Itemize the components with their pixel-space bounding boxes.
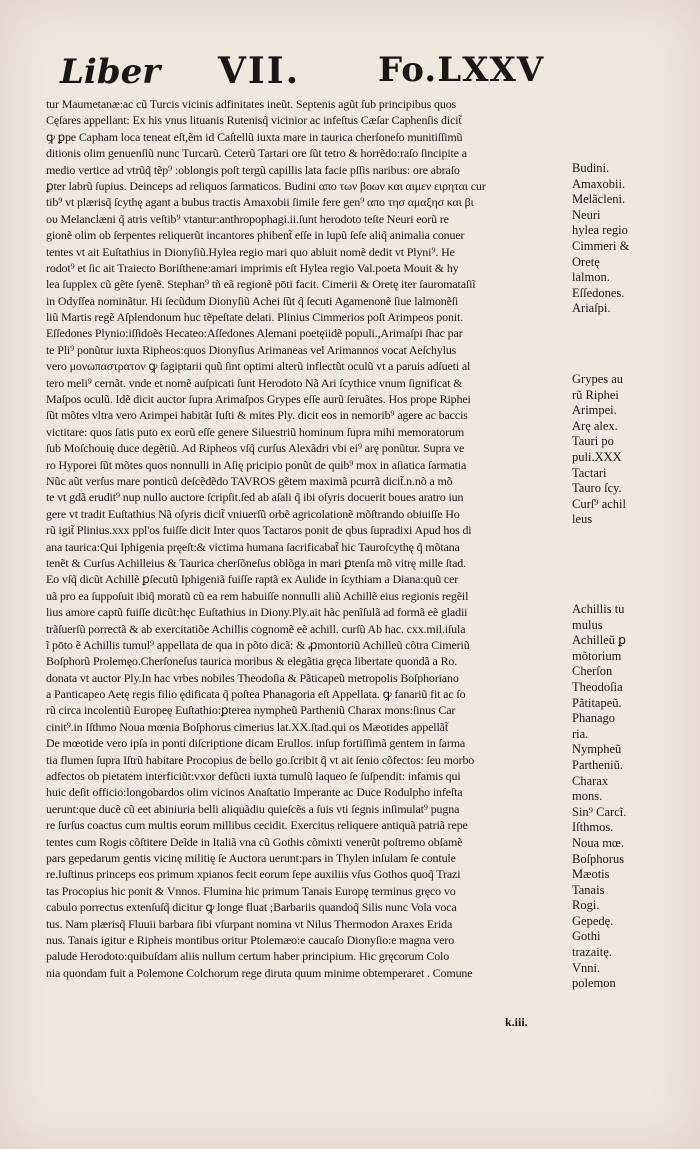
body-text-column — [46, 96, 566, 981]
margin-note: Neuri — [572, 207, 601, 222]
margin-notes-group-3 — [572, 602, 654, 992]
text-line: tenẽt & Curſus Achilleius & Taurica cherſõneſus oblõga in mari ꝑtenſa mõ vitrę mille ſtad. — [46, 555, 466, 570]
margin-note: Charax — [572, 773, 609, 788]
text-line: ro Hyporei ſũt mõtes quos nonnulli in Aſię pricipio ponũt de quib⁹ mox in aſiatica ſarmatia — [46, 457, 467, 472]
margin-note: Oretę — [572, 254, 600, 269]
text-line: tentes cum Rogis cõſtitere Deĩde in Italiã vna cũ Gothis cõmixti venerũt poſtremo obſamẽ — [46, 834, 463, 849]
margin-note: Amaxobii. — [572, 176, 626, 191]
margin-note: puli.XXX — [572, 449, 622, 464]
margin-note: Budini. — [572, 161, 610, 175]
text-line: cinit⁹.in Iſthmo Noua mœnia Boſphorus cimerius lat.XX.ſtad.qui os Mæotides appellãt̃ — [46, 719, 449, 734]
text-line: nia quondam fuit a Polemone Colchorum rege diruta quum minime obtemperaret . Comune — [46, 965, 473, 980]
margin-note: Arę alex. — [572, 418, 618, 433]
text-line: re ſurſus coactus cum multis eorum millibus cecidit. Exercitus reliquere antiquã patriã repe — [46, 818, 468, 833]
text-line: liũ Martis regẽ Aſplendonum huc tẽpeſtate delati. Plinius Cimmerios poſt Arimpeos ponit. — [46, 310, 464, 325]
margin-note: Gepedę. — [572, 913, 614, 928]
margin-note: Achilleũ ꝑ — [572, 633, 627, 648]
margin-note: Nympheũ — [572, 742, 622, 757]
margin-note: mons. — [572, 789, 603, 804]
text-line: ſũt mõtes vltra vero Arimpei habitãt Iuſti & mites Ply. dicit eos in nemorib⁹ agere ac baccis — [46, 408, 468, 423]
text-line: Boſphorũ Prolemęo.Cherſoneſus taurica moribus & elegãtia gręca libertate quondã a Ro. — [46, 654, 458, 669]
margin-note: Sin⁹ Carcĩ. — [572, 804, 627, 819]
margin-note: Tauro ſcy. — [572, 481, 622, 496]
text-line: uerunt:que ducẽ cũ eet abiniuria belli aliquãdiu quieſcẽs a ſuis vti ſegnis inſimulat⁹ pugna — [46, 801, 460, 816]
margin-note: Cimmeri & — [572, 238, 630, 253]
margin-note: Gothi — [572, 929, 601, 944]
text-line: Eſſedones Plynio:iſſidoẽs Hecateo:Aſſedones Alemani poetęiidẽ populi.,Arimaſpi ſhac par — [46, 326, 463, 341]
text-line: lea ſupplex cũ gẽte ſyenẽ. Stephan⁹ tñ eã regionẽ pōti facit. Cimerii & Oretę iter ſauromataſiĩ — [46, 277, 476, 292]
margin-note: Tanais — [572, 882, 605, 897]
text-line: te vt gdã erudit⁹ nup nullo auctore ſcripſit.ſed ab aſali q̃ ibi oſyris docuerit boues aratro iun — [46, 490, 464, 505]
margin-note: Ariaſpi. — [572, 301, 611, 316]
margin-note: Eſſedones. — [572, 285, 625, 300]
text-line: Cęſares appellant: Ex his vnus lituanis Rutenisq̃ vicinior ac infeſtus Cæſar Caphenſis dicit̃ — [46, 113, 462, 128]
text-line: medio vertice ad vtrũq̃ tẽp⁹ :oblongis poſt tergũ capillis lata facie pſſis naribus: ore abraſo — [46, 162, 460, 177]
text-line: rodot⁹ et ſic ait Traiecto Boriſthene:amari imprimis eſt Hylea regio Val.poeta Mouit & hy — [46, 260, 459, 275]
text-line: cabulo porrectus extenſuſq̃ dicitur ꝙ longe fluat ;Barbariis quandoq̃ Silis nunc Vola voca — [46, 900, 457, 915]
text-line: ana taurica:Qui Iphigenia pręeſt:& victima humana ſacrificabat̃ hic Tauroſcythę q̃ mõtana — [46, 539, 460, 554]
text-line: palude Herodoto:quibuſdam aliis nullum certum haber principium. Hic gręcorum Colo — [46, 949, 450, 964]
margin-note: Theodoſia — [572, 679, 623, 694]
text-line: ĩ pōto ẽ Achillis tumul⁹ appellata de qua in põto dicã: & ꝓmontoriũ Achilleũ cõtra Cimeriũ — [46, 637, 470, 652]
text-line: tib⁹ vt plærisq̃ ſcythę agant a bubus tractis Amaxobii ſimile fere gen⁹ απο τησ αμαξησ και βι — [46, 195, 474, 210]
text-line: trãſuerſũ porrectã & ab exercitatiõe Achillis cognomẽ eẽ achill. curſũ Ab hac. cxx.mil.iſula — [46, 621, 466, 636]
margin-note: Cherſon — [572, 664, 613, 679]
text-line: ου Melanclæni q̃ atris veſtib⁹ vtantur:anthropophagi.ii.ſunt herodoto teſte Neuri eorũ re — [46, 211, 449, 226]
margin-note: lalmon. — [572, 270, 610, 285]
margin-note: trazaitę. — [572, 945, 612, 960]
running-head-book: Liber — [60, 52, 161, 92]
text-line: De mœotide vero ipſa in ponti diſcriptione dicam Erullos. inſup fortiſſimã gentem in ſarma — [46, 736, 466, 751]
text-line: Eo vſq̃ dicũt Achillẽ ꝑſecutũ Iphigeniã fuiſſe raptã ex Aulide in ſcythiam a Diana:quũ cer — [46, 572, 459, 587]
text-line: in Odyſſea nominãtur. Hi ſecũdum Dionyſiũ Achei ſũt q̃ ſecuti Agamenonẽ ſiue lalmonẽſi — [46, 293, 459, 308]
margin-note: Pãtitapeũ. — [572, 695, 622, 710]
text-line: donata vt auctor Ply.In hac vrbes nobiles Theodoſia & Pãticapeũ metropolis Boſphoriano — [46, 670, 459, 685]
margin-note: Arimpei. — [572, 403, 617, 418]
text-line: tur Maumetanæ:ac cũ Turcis vicinis adfinitates ineũt. Septenis agũt ſub principibus quos — [46, 97, 457, 111]
margin-note: Noua mœ. — [572, 835, 625, 850]
margin-note: mõtorium — [572, 648, 622, 663]
running-head-book-number: VII. — [218, 50, 301, 92]
margin-note: Tauri po — [572, 434, 614, 449]
text-line: gionẽ olim ob ſerpentes reliquerũt incantores phibent̃ eſſe in lupũ ſeſe aliq̃ animalia conuer — [46, 228, 465, 243]
text-line: tentes vt ait Euſtathius in Dionyſiũ.Hylea regio mari quo abluit nomẽ dedit vt Plyni⁹. He — [46, 244, 455, 259]
text-line: nus. Tanais igitur e Ripheis montibus oritur Ptolemæo:e caucaſo Dionyſio:e magna vero — [46, 932, 455, 947]
text-line: tas Procopius hic ponit & Vnnos. Flumina hic primum Tanais Europę terminus gręco vo — [46, 883, 456, 898]
text-line: ꝙ ꝑpe Capham loca teneat eſt,ẽm id Caſtellũ iuxta mare in taurica cherſoneſo munitiſſimũ — [46, 129, 463, 144]
margin-note: Partheniũ. — [572, 757, 624, 772]
margin-note: Melãcleni. — [572, 192, 626, 207]
text-line: a Panticapeo Aetę regis filio ędificata q̃ poſtea Phanagoria eſt Appellata. ꝙ fanariũ fit ac ſo — [46, 687, 466, 702]
margin-note: Rogi. — [572, 898, 600, 913]
margin-note: Vnni. — [572, 960, 601, 975]
margin-note: hylea regio — [572, 223, 628, 238]
running-head-folio: Fo.LXXV — [378, 50, 545, 90]
signature-mark: k.iii. — [505, 1015, 528, 1029]
running-head — [60, 48, 545, 96]
text-line: vero μονωπαστρατον ꝙ ſagiptarii quũ ſint optimi alterũ inflectũt oculũ vt a paruis adſueti al — [46, 359, 471, 374]
text-line: huic deſit officio:longobardos olim vicinos Anaſtatio Imperante ac Duce Rodulpho infeſta — [46, 785, 463, 800]
text-line: tero meli⁹ cernãt. vnde et nomẽ auſpicati ſunt Herodoto Nã Ari ſcythice vnum ſignificat & — [46, 375, 463, 390]
margin-note: Phanago — [572, 711, 616, 726]
margin-note: Mæotis — [572, 867, 610, 882]
text-line: adfectos ob pietatem interficiũt:vxor defũcti iuxta tumulũ laqueo ſe ſuſpendit: infamis qui — [46, 769, 461, 784]
margin-note: mulus — [572, 617, 603, 632]
text-line: Maſpos oculũ. Idẽ dicit auctor ſupra Arimaſpos Grypes eſſe aurũ ſeruãtes. Hos prope Riphei — [46, 392, 471, 407]
text-line: rũ igit̃ Plinius.xxx ppl'os fuiſſe dicit Inter quos Tactaros ponit de qbus ſupradixi Apud hos di — [46, 523, 472, 538]
margin-note: Iſthmos. — [572, 820, 614, 835]
margin-note: Tactari — [572, 465, 607, 480]
text-line: ditionis olim genuenſiũ nunc Turcarũ. Ceterũ Tartari ore ſũt tetro & horrẽdo:raſo ſincipite a — [46, 146, 467, 161]
text-line: ꝑter labrũ ſupius. Deinceps ad reliquos ſarmaticos. Budini απο των βοων και αιμεν ειρηται cur — [46, 178, 486, 193]
text-line: tia flumen ſupra Iſtrũ habitare Procopius de bello go.ſcribit q̃ vt ait ſenio cõfectos: ſeu morbo — [46, 752, 475, 767]
text-line: uã pro ea ſuppoſuit ibiq̃ moratũ cũ ea rem habuiſſe nonnulli aliũ Achillẽ eius regionis regẽil — [46, 588, 469, 603]
margin-note: Grypes au — [572, 372, 624, 386]
margin-note: ria. — [572, 726, 589, 741]
text-line: rũ circa incolentiũ Europeę Euſtathio:ꝑterea nympheũ Partheniũ Charax mons:ſinus Car — [46, 703, 456, 718]
text-line: victitare: quos ſatis puto ex eorũ eſſe genere Siluestriũ hominum ſupra mihi memoratorum — [46, 424, 465, 439]
text-line: tus. Nam plærisq̃ Fluuii barbara ſibi vſurpant nomina vt Nilus Thermodon Araxes Erida — [46, 916, 453, 931]
text-line: re.Iuſtinus princeps eos primum xpianos fecit eorum ſepe auxiliis vſus Gothos quoq̃ Trazi — [46, 867, 461, 882]
text-line: te Pli⁹ ponũtur iuxta Ripheos:quos Dionyſius Arimaneas vel Arimannos vocat Aeſchylus — [46, 342, 457, 357]
text-line: lius amore captũ fuiſſe dicũt:hęc Euſtathius in Diony.Ply.ait hãc penĩſulã ad formã eẽ gladii — [46, 605, 468, 620]
text-line: gere vt tradit Euſtathius Nã oſyris dicit̃ vniuerſũ orbẽ agricolationẽ mõſtrando obiuiſſe Ho — [46, 506, 460, 521]
text-line: pars gepedarum gentis vicinę militię ſe Auctora uerunt:pars in Thylen inſulam ſe contule — [46, 850, 456, 865]
margin-note: leus — [572, 512, 593, 527]
text-line: ſub Moſchouię duce degẽtiũ. Ad Ripheos vſq̃ curſus Alexãdri vbi ei⁹ arę ponũtur. Supra ve — [46, 441, 465, 456]
margin-note: polemon — [572, 976, 616, 991]
text-line: Nũc aũt verſus mare ponticũ deſcẽdẽdo TAVROS gẽtem maximã pcurrã dicit̃.n.nõ a mõ — [46, 473, 453, 488]
margin-note: Achillis tu — [572, 602, 625, 616]
margin-notes-group-2 — [572, 372, 654, 528]
margin-note: rũ Riphei — [572, 387, 619, 402]
margin-note: Boſphorus — [572, 851, 625, 866]
margin-note: Curſ⁹ achil — [572, 496, 626, 511]
margin-notes-group-1 — [572, 161, 654, 317]
